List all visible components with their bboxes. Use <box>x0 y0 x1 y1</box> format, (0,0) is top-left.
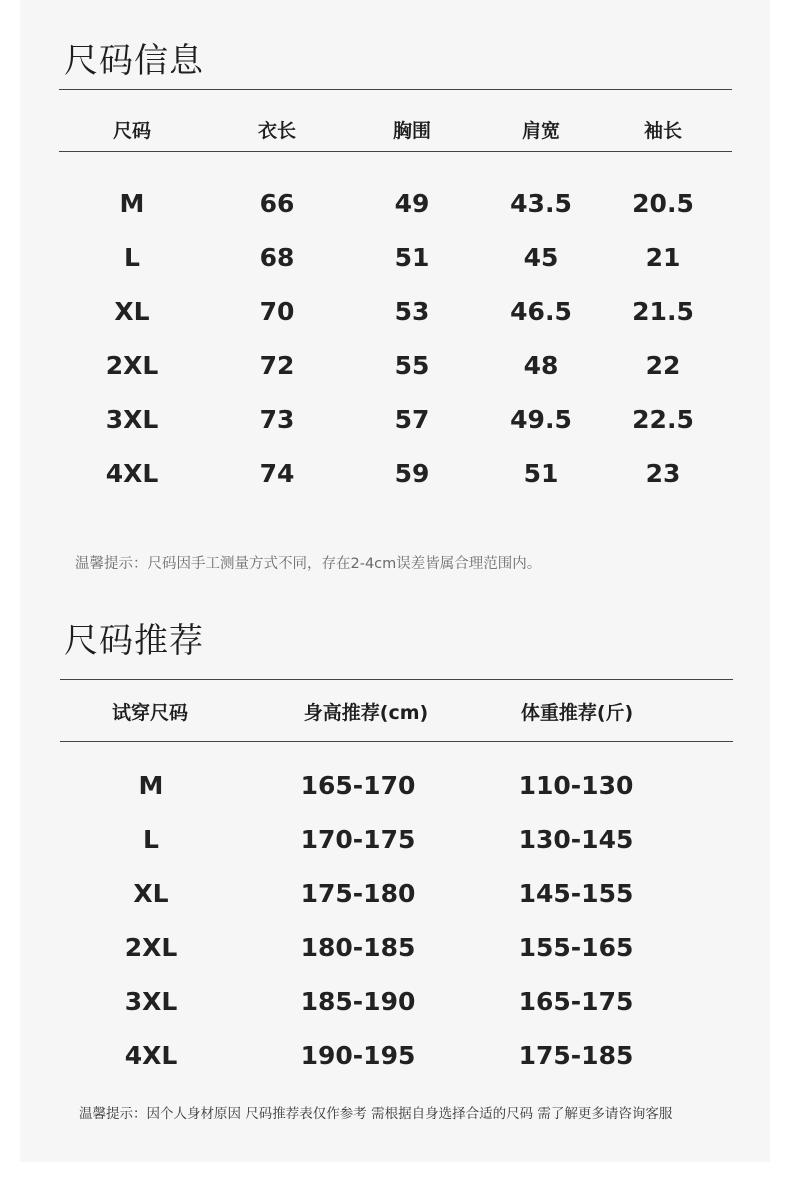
recommend-header-size: 试穿尺码 <box>111 702 189 724</box>
recommend-header-weight: 体重推荐(斤) <box>520 702 634 724</box>
sleeve-cell: 21 <box>645 243 681 272</box>
chest-cell: 53 <box>394 297 430 326</box>
size-cell: 3XL <box>105 405 159 434</box>
size-info-header-sleeve: 袖长 <box>643 120 683 142</box>
table-row <box>0 987 790 1017</box>
size-cell: L <box>143 825 159 854</box>
size-cell: 2XL <box>124 933 178 962</box>
height-cell: 185-190 <box>300 987 416 1016</box>
size-info-header-chest: 胸围 <box>392 120 432 142</box>
weight-cell: 165-175 <box>518 987 634 1016</box>
shoulder-cell: 48 <box>523 351 559 380</box>
table-row <box>0 933 790 963</box>
chest-cell: 49 <box>394 189 430 218</box>
size-cell: 4XL <box>124 1041 178 1070</box>
sleeve-cell: 22.5 <box>632 405 694 434</box>
height-cell: 190-195 <box>300 1041 416 1070</box>
size-recommend-header-top-rule <box>60 679 733 680</box>
table-row <box>0 405 790 435</box>
chest-cell: 59 <box>394 459 430 488</box>
size-cell: L <box>124 243 140 272</box>
length-cell: 74 <box>259 459 295 488</box>
size-info-header-bottom-rule <box>59 151 732 152</box>
recommend-header-height: 身高推荐(cm) <box>303 702 429 724</box>
sleeve-cell: 23 <box>645 459 681 488</box>
table-row <box>0 351 790 381</box>
shoulder-cell: 46.5 <box>510 297 572 326</box>
weight-cell: 145-155 <box>518 879 634 908</box>
weight-cell: 175-185 <box>518 1041 634 1070</box>
shoulder-cell: 51 <box>523 459 559 488</box>
table-row <box>0 243 790 273</box>
length-cell: 68 <box>259 243 295 272</box>
table-row <box>0 879 790 909</box>
size-cell: M <box>119 189 145 218</box>
size-recommend-title: 尺码推荐 <box>64 621 204 661</box>
size-info-title: 尺码信息 <box>64 41 204 81</box>
chest-cell: 55 <box>394 351 430 380</box>
height-cell: 165-170 <box>300 771 416 800</box>
height-cell: 170-175 <box>300 825 416 854</box>
height-cell: 175-180 <box>300 879 416 908</box>
length-cell: 73 <box>259 405 295 434</box>
table-row <box>0 459 790 489</box>
sleeve-cell: 20.5 <box>632 189 694 218</box>
height-cell: 180-185 <box>300 933 416 962</box>
size-cell: 2XL <box>105 351 159 380</box>
size-recommend-note: 温馨提示：因个人身材原因 尺码推荐表仅作参考 需根据自身选择合适的尺码 需了解更多请咨询客服 <box>79 1106 673 1122</box>
length-cell: 72 <box>259 351 295 380</box>
size-info-header-shoulder: 肩宽 <box>521 120 561 142</box>
size-info-note: 温馨提示：尺码因手工测量方式不同，存在2-4cm误差皆属合理范围内。 <box>75 556 542 572</box>
length-cell: 66 <box>259 189 295 218</box>
size-info-header-length: 衣长 <box>257 120 297 142</box>
weight-cell: 110-130 <box>518 771 634 800</box>
size-recommend-header-bottom-rule <box>60 741 733 742</box>
size-info-header-size: 尺码 <box>112 120 152 142</box>
table-row <box>0 189 790 219</box>
table-row <box>0 825 790 855</box>
table-row <box>0 1041 790 1071</box>
weight-cell: 130-145 <box>518 825 634 854</box>
size-cell: XL <box>133 879 169 908</box>
size-cell: XL <box>114 297 150 326</box>
shoulder-cell: 43.5 <box>510 189 572 218</box>
size-info-header-top-rule <box>59 89 732 90</box>
shoulder-cell: 49.5 <box>510 405 572 434</box>
size-cell: M <box>138 771 164 800</box>
weight-cell: 155-165 <box>518 933 634 962</box>
size-cell: 3XL <box>124 987 178 1016</box>
size-cell: 4XL <box>105 459 159 488</box>
table-row <box>0 771 790 801</box>
shoulder-cell: 45 <box>523 243 559 272</box>
sleeve-cell: 21.5 <box>632 297 694 326</box>
table-row <box>0 297 790 327</box>
length-cell: 70 <box>259 297 295 326</box>
chest-cell: 57 <box>394 405 430 434</box>
chest-cell: 51 <box>394 243 430 272</box>
sleeve-cell: 22 <box>645 351 681 380</box>
